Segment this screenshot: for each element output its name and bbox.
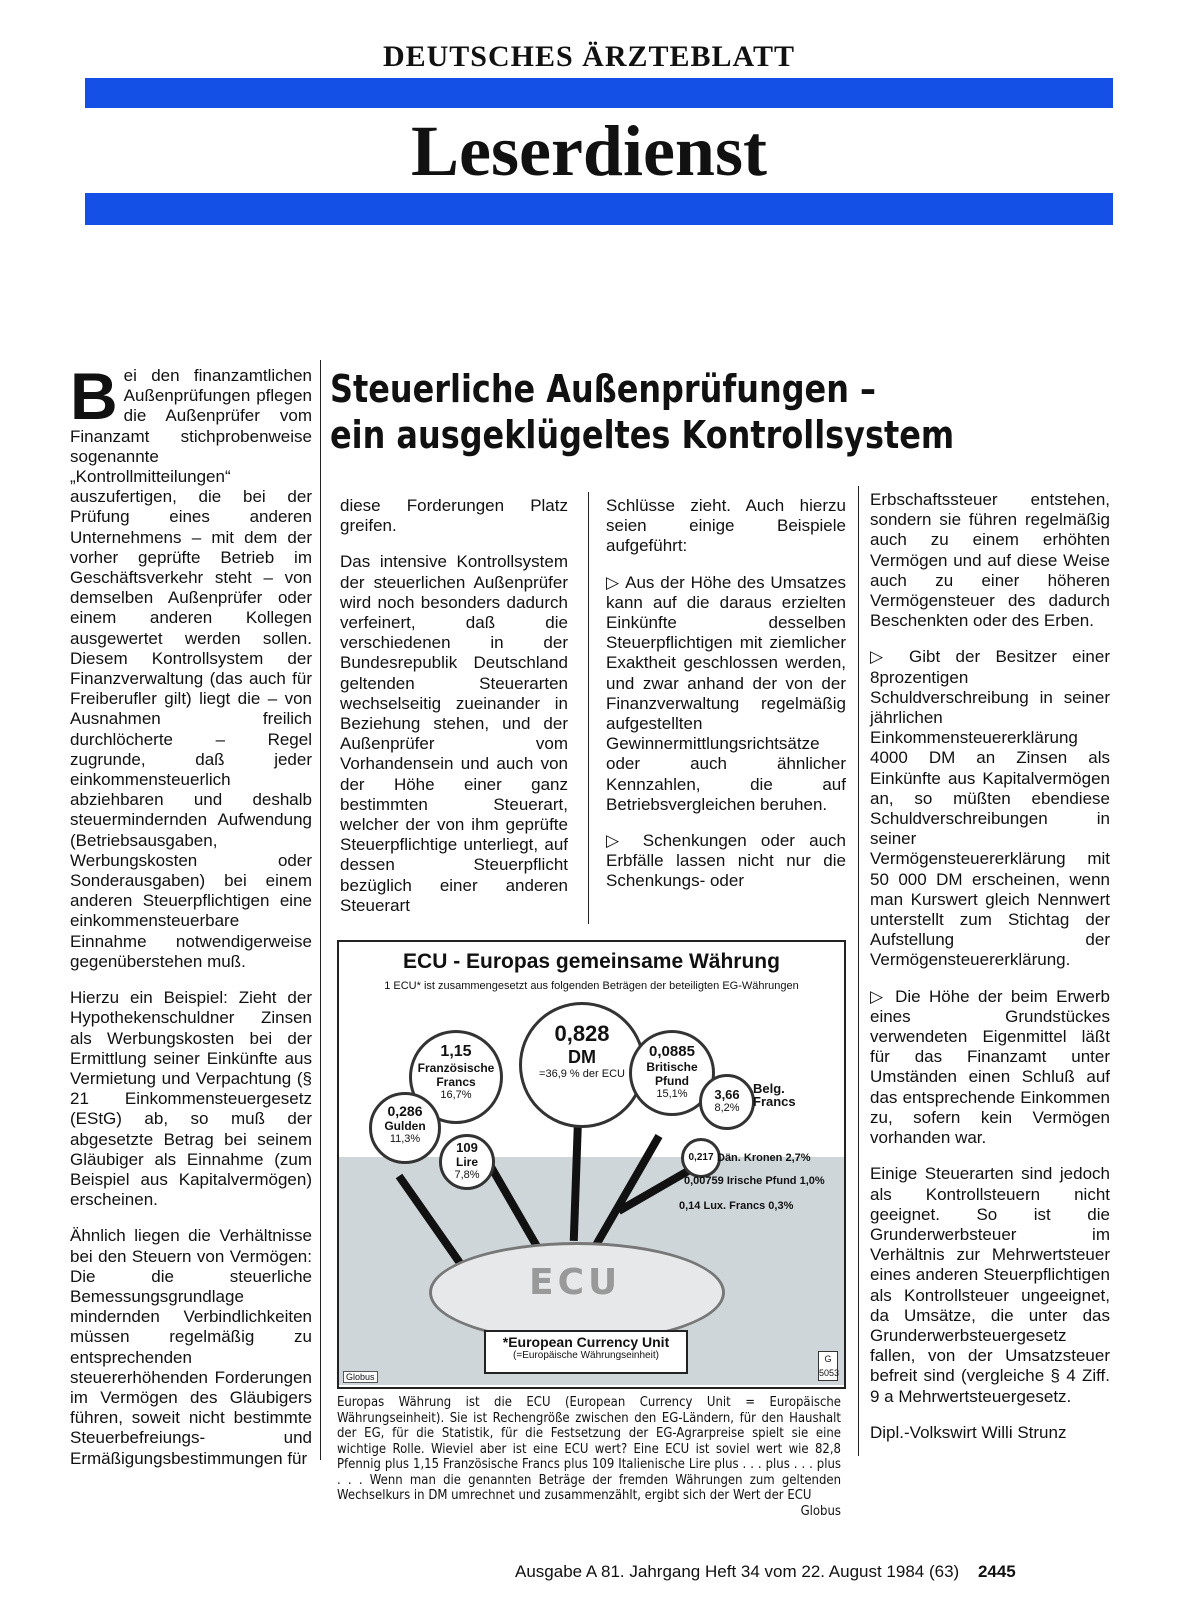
bubble-share: 8,2%: [714, 1102, 740, 1114]
paragraph: ▷ Die Höhe der beim Erwerb eines Grundstückes verwendeten Eigenmittel läßt für das Finanzamt unter Umständen einen Schluß auf das entsprechende Einkommen zu, sofern kein Vermögen vorhanden war.: [870, 986, 1110, 1148]
logo-letter: G: [824, 1354, 832, 1364]
bubble-share: 7,8%: [454, 1169, 480, 1181]
bubble-value: 0,0885: [649, 1043, 695, 1060]
dan-label: [717, 1152, 811, 1165]
irish-currency: Irische Pfund: [726, 1175, 797, 1187]
paragraph: Schlüsse zieht. Auch hierzu seien einige Beispiele aufgeführt:: [606, 496, 846, 556]
bubble-value: 0,286: [387, 1103, 423, 1119]
article-headline: [330, 366, 968, 458]
column-divider: [588, 492, 589, 924]
page-footer: [515, 1562, 1115, 1582]
column-1: [70, 359, 312, 1485]
bubble-currency: Britische Pfund: [646, 1060, 698, 1088]
paragraph: Ähnlich liegen die Verhältnisse bei den Steuern von Vermögen: Die die steuerliche Bemessungsgrundlage mindernden Verbindlichkeiten müssen regelmäßig zu entsprechenden steuererhöhenden Forderungen im Vermögen des Gläubigers führen, soweit nicht bestimmte Steuerbefreiungs- und Ermäßigungsbestimmungen für: [70, 1226, 312, 1468]
bubble-share: 11,3%: [389, 1133, 421, 1145]
ecu-definition-box: [484, 1330, 688, 1374]
section-title: Leserdienst: [411, 111, 767, 191]
bubble-dan: [681, 1138, 721, 1178]
column-2: [340, 496, 568, 932]
paragraph: ▷ Gibt der Besitzer einer 8prozentigen Schuldverschreibung in seiner jährlichen Einkommensteuererklärung 4000 DM an Zinsen als Einkünfte aus Kapitalvermögen an, so müßten ebendiese Schuldverschreibungen in seiner Vermögensteuererklärung mit 50 000 DM erscheinen, wenn man Kurswert gleich Nennwert unterstellt zum Stichtag der Aufstellung der Vermögensteuererklärung.: [870, 647, 1110, 970]
paragraph: Erbschaftssteuer entstehen, sondern sie führen regelmäßig auch zu einem erhöhten Vermögen und auf diese Weise auch zu einer höheren Vermögensteuer des dadurch Beschenkten oder des Erben.: [870, 490, 1110, 631]
bubble-lire: [439, 1134, 495, 1190]
paragraph: Das intensive Kontrollsystem der steuerlichen Außenprüfer wird noch besonders dadurch verfeinert, daß die verschiedenen in der Bundesrepublik Deutschland geltenden Steuerarten wechselseitig zueinander in Beziehung stehen, und der Außenprüfer vom Vorhandensein und auch von der Höhe einer ganz bestimmten Steuerart, welcher der von ihm geprüfte Steuerpflichtige unterliegt, auf dessen Steuerpflicht bezüglich einer anderen Steuerart: [340, 552, 568, 915]
globus-tag: Globus: [343, 1371, 378, 1383]
bubble-belg: [699, 1074, 755, 1130]
column-3: [606, 496, 846, 908]
lux-share: 0,3%: [768, 1200, 794, 1212]
bubble-dm: [519, 1002, 645, 1128]
irish-label: [684, 1175, 825, 1188]
headline-line-1: Steuerliche Außenprüfungen –: [330, 367, 877, 411]
top-blue-bar: [85, 78, 1113, 108]
belg-label: Belg. Francs: [753, 1081, 796, 1109]
masthead: DEUTSCHES ÄRZTEBLATT: [382, 40, 796, 73]
paragraph: Einige Steuerarten sind jedoch als Kontrollsteuern nicht geeignet. So ist die Grunderwerbsteuer im Verhältnis zur Mehrwertsteuer eines anderen Steuerpflichtigen als Kontrollsteuer ungeeignet, da Umsätze, die unter das Grunderwerbsteuergesetz fallen, von der Umsatzsteuer befreit sind (vergleiche § 4 Ziff. 9 a Mehrwertsteuergesetz.: [870, 1164, 1110, 1406]
caption-source: Globus: [800, 1503, 841, 1519]
dan-currency: Dän. Kronen: [717, 1152, 783, 1164]
headline-line-2: ein ausgeklügeltes Kontrollsystem: [330, 413, 955, 457]
lux-currency: Lux. Francs: [703, 1200, 766, 1212]
bubble-currency: Gulden: [384, 1119, 426, 1133]
lux-label: [679, 1200, 793, 1213]
logo-number: 5053: [819, 1368, 840, 1378]
column-4: [870, 490, 1110, 1459]
bubble-gulden: [369, 1092, 441, 1164]
coin-label: ECU: [529, 1262, 622, 1303]
bubble-share: =36,9 % der ECU: [539, 1068, 625, 1080]
bubble-value: 109: [456, 1140, 478, 1155]
globus-logo-icon: [818, 1351, 838, 1381]
ecu-box-title: *European Currency Unit: [502, 1334, 670, 1350]
bubble-share: 15,1%: [656, 1088, 688, 1100]
ecu-box-subtitle: (=Europäische Währungseinheit): [513, 1350, 659, 1361]
bubble-value: 0,828: [554, 1021, 610, 1046]
irish-value: 0,00759: [684, 1175, 724, 1187]
paragraph: ▷ Aus der Höhe des Umsatzes kann auf die daraus erzielten Einkünfte desselben Steuerpflichtigen mit ziemlicher Exaktheit geschlossen werden, und zwar anhand der von der Finanzverwaltung regelmäßig aufgestellten Gewinnermittlungsrichtsätze oder auch ähnlicher Kennzahlen, die auf Betriebsvergleichen beruhen.: [606, 572, 846, 814]
column-divider: [858, 486, 859, 1456]
paragraph: ei den finanzamtlichen Außenprüfungen pflegen die Außenprüfer vom Finanzamt stichprobenweise sogenannte „Kontrollmitteilungen“ auszufertigen, die bei der Prüfung eines anderen Unternehmens – mit dem der vorher geprüfte Betrieb im Geschäftsverkehr steht – von demselben Außenprüfer oder einem anderen Kollegen ausgewertet werden sollen. Diesem Kontrollsystem der Finanzverwaltung (das auch für Freiberufler gilt) liegt die – von Ausnahmen freilich durchlöcherte – Regel zugrunde, daß jeder einkommensteuerlich abziehbaren und deshalb steuermindernden Aufwendung (Betriebsausgaben, Werbungskosten oder Sonderausgaben) bei einem anderen Steuerpflichtigen eine einkommensteuerbare Einnahme notwendigerweise gegenüberstehen muß.: [70, 366, 312, 971]
issue-info: Ausgabe A 81. Jahrgang Heft 34 vom 22. August 1984 (63): [515, 1562, 960, 1581]
paragraph: diese Forderungen Platz greifen.: [340, 496, 568, 536]
ecu-infographic: [337, 940, 846, 1389]
chart-caption: [337, 1395, 841, 1519]
bubble-value: 3,66: [714, 1087, 740, 1102]
paragraph: Hierzu ein Beispiel: Zieht der Hypothekenschuldner Zinsen als Werbungskosten bei der Ermittlung seiner Einkünfte aus Vermietung und Verpachtung (§ 21 Einkommensteuergesetz (EStG) ab, so muß der abgesetzte Betrag bei seinem Gläubiger als Einnahme (zum Beispiel aus Kapitalvermögen) erscheinen.: [70, 988, 312, 1210]
bubble-currency: Lire: [455, 1155, 478, 1169]
column-divider: [320, 360, 321, 1460]
bubble-value: 0,217: [688, 1152, 714, 1163]
bubble-currency: DM: [568, 1047, 596, 1067]
irish-share: 1,0%: [799, 1175, 825, 1187]
caption-text: Europas Währung ist die ECU (European Currency Unit = Europäische Währungseinheit). Sie ist Rechengröße zwischen den EG-Ländern, für den Haushalt der EG, für die Statistik, für die Festsetzung der EG-Agrarpreise spielt sie eine wichtige Rolle. Wieviel aber ist eine ECU wert? Eine ECU ist soviel wert wie 82,8 Pfennig plus 1,15 Französische Francs plus 109 Italienische Lire plus . . . plus . . . plus . . . Wenn man die genannten Beträge der fremden Währungen zum geltenden Wechselkurs in DM umrechnet und zusammenzählt, ergibt sich der Wert der ECU: [337, 1395, 841, 1503]
page-number: 2445: [977, 1562, 1016, 1581]
bottom-blue-bar: [85, 193, 1113, 225]
bubble-share: 16,7%: [440, 1089, 472, 1101]
paragraph: ▷ Schenkungen oder auch Erbfälle lassen nicht nur die Schenkungs- oder: [606, 831, 846, 891]
chart-subtitle: 1 ECU* ist zusammengesetzt aus folgenden Beträgen der beteiligten EG-Währungen: [384, 980, 799, 992]
author: Dipl.-Volkswirt Willi Strunz: [870, 1422, 1067, 1442]
bubble-value: 1,15: [440, 1043, 472, 1060]
chart-title: ECU - Europas gemeinsame Währung: [403, 950, 780, 973]
bubble-currency: Französische Francs: [417, 1061, 495, 1089]
dan-share: 2,7%: [785, 1152, 811, 1164]
lux-value: 0,14: [679, 1200, 701, 1212]
drop-cap: B: [70, 359, 118, 433]
